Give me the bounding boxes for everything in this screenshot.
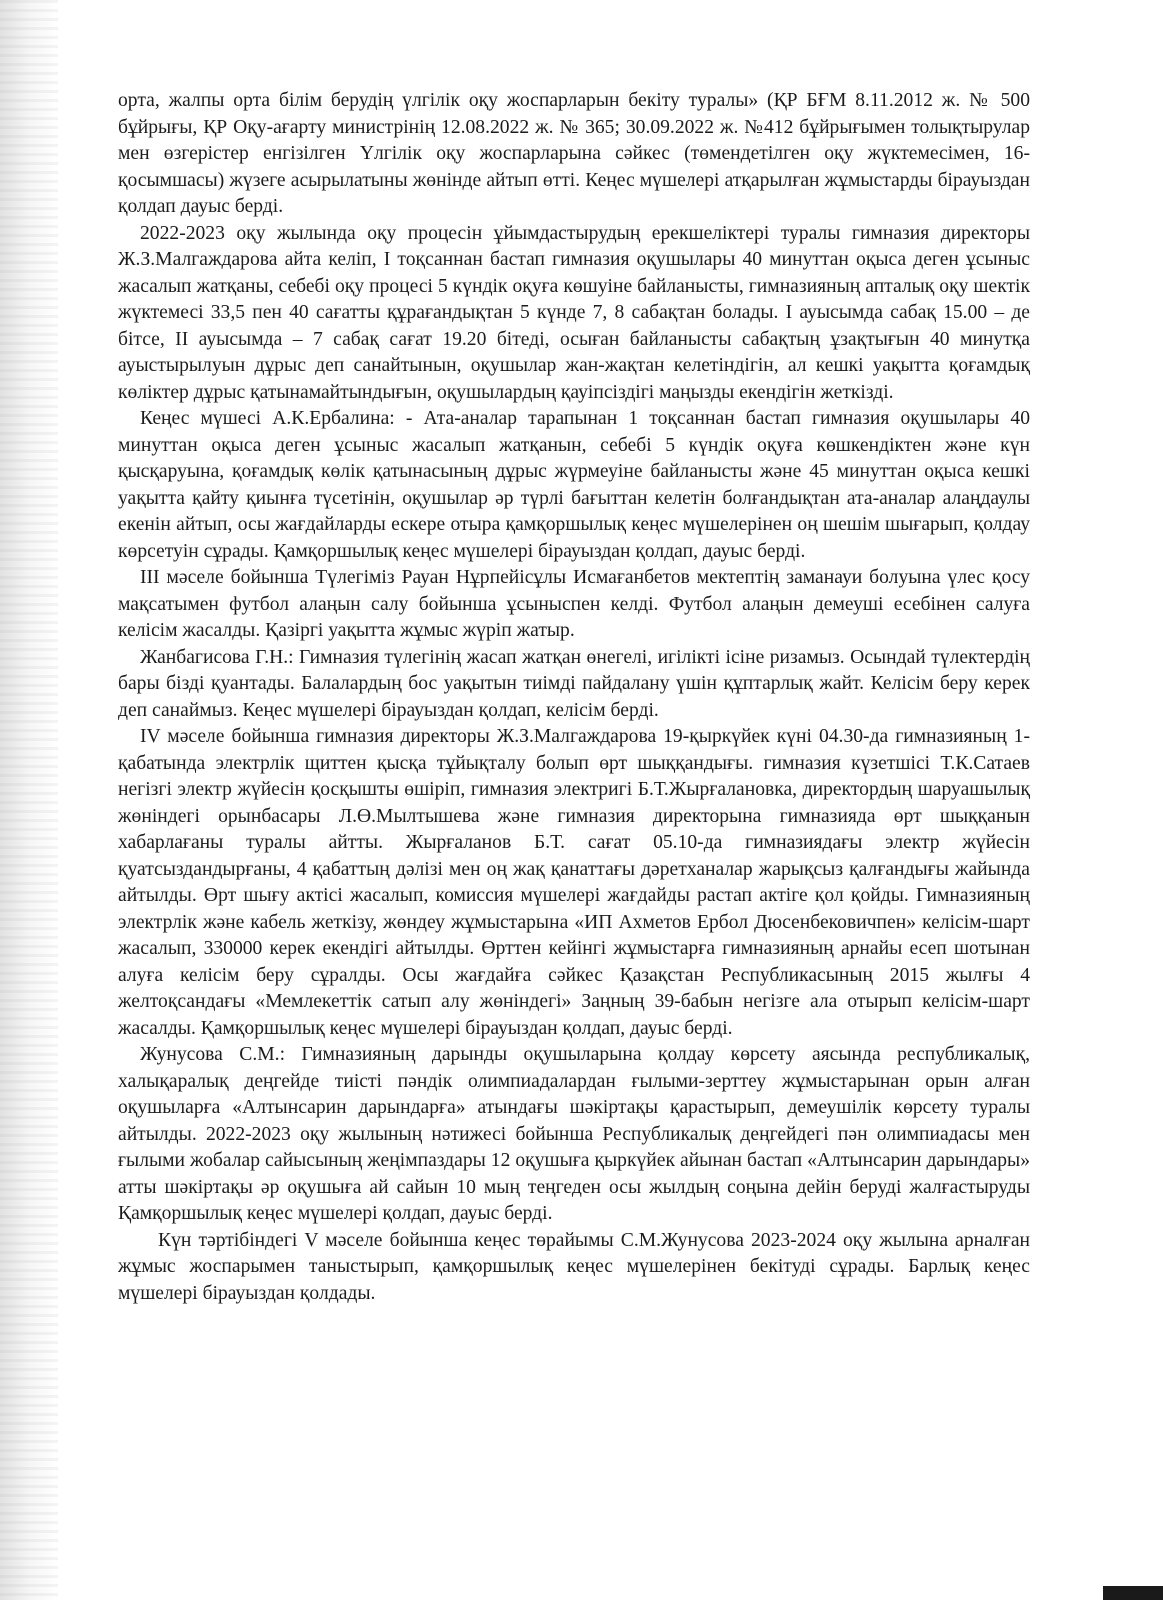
paragraph-zhanbagisova-remarks: Жанбагисова Г.Н.: Гимназия түлегінің жасап жатқан өнегелі, игілікті ісіне ризамыз. Осындай түлектердің бары бізді қуантады. Балалардың бос уақытын тиімді пайдалану үшін құптарлық жайт. Келісім беру керек деп санаймыз. Кеңес мүшелері бірауыздан қолдап, келісім берді. — [118, 646, 1030, 721]
scan-shadow-edge — [0, 0, 58, 1600]
document-page — [118, 88, 1030, 1307]
paragraph-continuation: орта, жалпы орта білім берудің үлгілік оқу жоспарларын бекіту туралы» (ҚР БҒМ 8.11.2012 ж. № 500 бұйрығы, ҚР Оқу-ағарту министрінің 12.08.2022 ж. № 365; 30.09.2022 ж. №412 бұйрығымен толықтырулар мен өзгерістер енгізілген Үлгілік оқу жоспарларына сәйкес (төмендетілген оқу жүктемесімен, 16-қосымшасы) жүзеге асырылатыны жөнінде айтып өтті. Кеңес мүшелері атқарылған жұмыстарды бірауыздан қолдап дауыс берді. — [118, 90, 1030, 217]
paragraph-issue-three: ІІІ мәселе бойынша Түлегіміз Рауан Нұрпейісұлы Исмағанбетов мектептің заманауи болуына үлес қосу мақсатымен футбол алаңын салу бойынша ұсыныспен келді. Футбол алаңын демеуші есебінен салуға келісім жасалды. Қазіргі уақытта жұмыс жүріп жатыр. — [118, 567, 1030, 641]
paragraph-zhunusova-remarks: Жунусова С.М.: Гимназияның дарынды оқушыларына қолдау көрсету аясында республикалық, халықаралық деңгейде тиісті пәндік олимпиадалардан ғылыми-зерттеу жұмыстарынан орын алған оқушыларға «Алтынсарин дарындарға» атындағы шәкіртақы қарастырып, демеушілік көрсету туралы айтылды. 2022-2023 оқу жылының нәтижесі бойынша Республикалық деңгейдегі пән олимпиадасы мен ғылыми жобалар сайысының жеңімпаздары 12 оқушыға қыркүйек айынан бастап «Алтынсарин дарындары» атты шәкіртақы әр оқушыға ай сайын 10 мың теңгеден осы жылдың соңына дейін беруді жалғастыруды Қамқоршылық кеңес мүшелері қолдап, дауыс берді. — [118, 1044, 1030, 1224]
paragraph-issue-five: Күн тәртібіндегі V мәселе бойынша кеңес төрайымы С.М.Жунусова 2023-2024 оқу жылына арналған жұмыс жоспарымен таныстырып, қамқоршылық кеңес мүшелерінен бекітуді сұрады. Барлық кеңес мүшелері бірауыздан қолдады. — [118, 1229, 1030, 1304]
paragraph-erbalina-remarks: Кеңес мүшесі А.К.Ербалина: - Ата-аналар тарапынан 1 тоқсаннан бастап гимназия оқушылары 40 минуттан оқыса деген ұсыныс жасалып жатқанын, себебі 5 күндік оқуға көшкендіктен және күн қысқаруына, қоғамдық көлік қатынасының дұрыс жүрмеуіне байланысты және 45 минуттан оқыса кешкі уақытта қайту қиынға түсетінін, оқушылар әр түрлі бағыттан келетін болғандықтан ата-аналар алаңдаулы екенін айтып, осы жағдайларды ескере отыра қамқоршылық кеңес мүшелерінен оң шешім шығарып, қолдау көрсетуін сұрады. Қамқоршылық кеңес мүшелері бірауыздан қолдап, дауыс берді. — [118, 408, 1030, 562]
scan-corner-mark — [1103, 1586, 1163, 1600]
paragraph-issue-four: IV мәселе бойынша гимназия директоры Ж.З.Малгаждарова 19-қыркүйек күні 04.30-да гимназияның 1-қабатында электрлік щиттен қысқа тұйықталу болып өрт шыққандығы. гимназия күзетшісі Т.К.Сатаев негізгі электр жүйесін қосқышты өшіріп, гимназия электригі Б.Т.Жырғалановка, директордың шаруашылық жөніндегі орынбасары Л.Ө.Мылтышева және гимназия директорына гимназияда өрт шыққанын хабарлағаны туралы айтты. Жырғаланов Б.Т. сағат 05.10-да гимназиядағы электр жүйесін қуатсыздандырғаны, 4 қабаттың дәлізі мен оң жақ қанаттағы дәретханалар жарықсыз қалғандығы жайында айтылды. Өрт шығу актісі жасалып, комиссия мүшелері жағдайды растап актіге қол қойды. Гимназияның электрлік және кабель жеткізу, жөндеу жұмыстарына «ИП Ахметов Ербол Дюсенбековичпен» келісім-шарт жасалып, 330000 керек екендігі айтылды. Өрттен кейінгі жұмыстарға гимназияның арнайы есеп шотынан алуға келісім беру сұралды. Осы жағдайға сәйкес Қазақстан Республикасының 2015 жылғы 4 желтоқсандағы «Мемлекеттік сатып алу жөніндегі» Заңның 39-бабын негізге ала отырып келісім-шарт жасалды. Қамқоршылық кеңес мүшелері бірауыздан қолдап, дауыс берді. — [118, 726, 1030, 1039]
paragraph-educational-process: 2022-2023 оқу жылында оқу процесін ұйымдастырудың ерекшеліктері туралы гимназия директоры Ж.З.Малгаждарова айта келіп, І тоқсаннан бастап гимназия оқушылары 40 минуттан оқыса деген ұсыныс жасалып жатқаны, себебі оқу процесі 5 күндік оқуға көшуіне байланысты, гимназияның апталық оқу шектік жүктемесі 33,5 пен 40 сағатты құрағандықтан 5 күнде 7, 8 сабақтан болады. І ауысымда сабақ 15.00 – де бітсе, ІІ ауысымда – 7 сабақ сағат 19.20 бітеді, осыған байланысты сабақтың ұзақтығын 40 минутқа ауыстырылуын дұрыс деп санайтынын, оқушылар жан-жақтан келетіндігін, ал кешкі уақытта қоғамдық көліктер дұрыс қатынамайтындығын, оқушылардың қауіпсіздігі маңызды екендігін жеткізді. — [118, 222, 1030, 403]
